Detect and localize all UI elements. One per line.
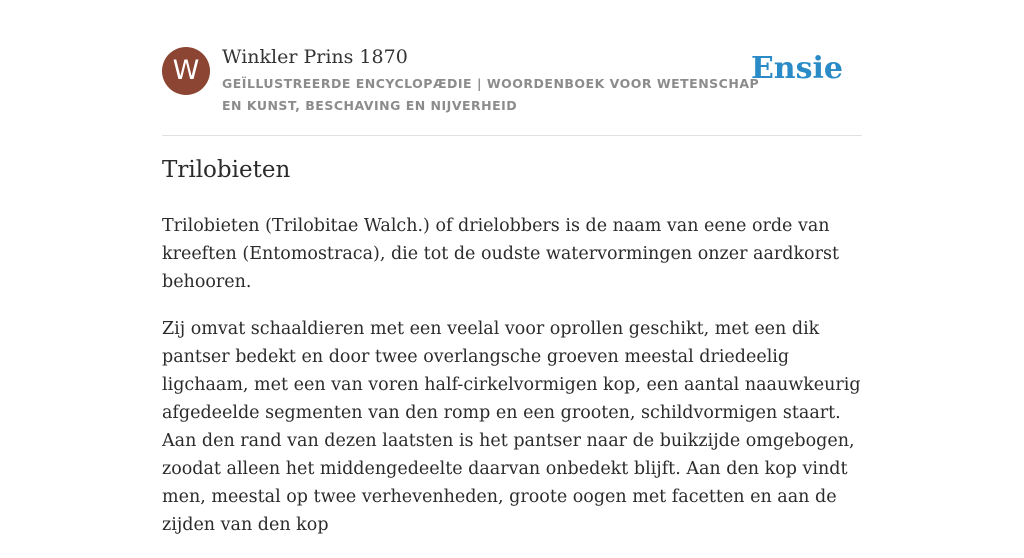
article-paragraph-1: Trilobieten (Trilobitae Walch.) of drielobbers is de naam van eene orde van kreeften (Entomostraca), die tot de oudste watervormingen onzer aardkorst behooren.	[162, 216, 839, 292]
source-subtitle: GEÏLLUSTREERDE ENCYCLOPÆDIE | WOORDENBOEK VOOR WETENSCHAP EN KUNST, BESCHAVING EN NIJVERHEID	[222, 76, 760, 113]
article-body	[162, 212, 862, 558]
header-divider	[162, 135, 862, 136]
source-title[interactable]: Winkler Prins 1870	[222, 46, 408, 68]
article-paragraph-2: Zij omvat schaaldieren met een veelal voor oprollen geschikt, met een dik pantser bedekt en door twee overlangsche groeven meestal driedeelig ligchaam, met een van voren half-cirkelvormigen kop, een aantal naauwkeurig afgedeelde segmenten van den romp en een grooten, schildvormigen staart. Aan den rand van dezen laatsten is het pantser naar de buikzijde omgebogen, zoodat alleen het middengedeelte daarvan onbedekt blijft. Aan den kop vindt men, meestal op twee verhevenheden, groote oogen met facetten en aan de zijden van den kop	[162, 319, 861, 535]
ensie-logo[interactable]: Ensie	[750, 51, 843, 86]
source-header	[162, 44, 862, 124]
source-avatar[interactable]: W	[162, 47, 210, 95]
article-title: Trilobieten	[162, 157, 291, 183]
